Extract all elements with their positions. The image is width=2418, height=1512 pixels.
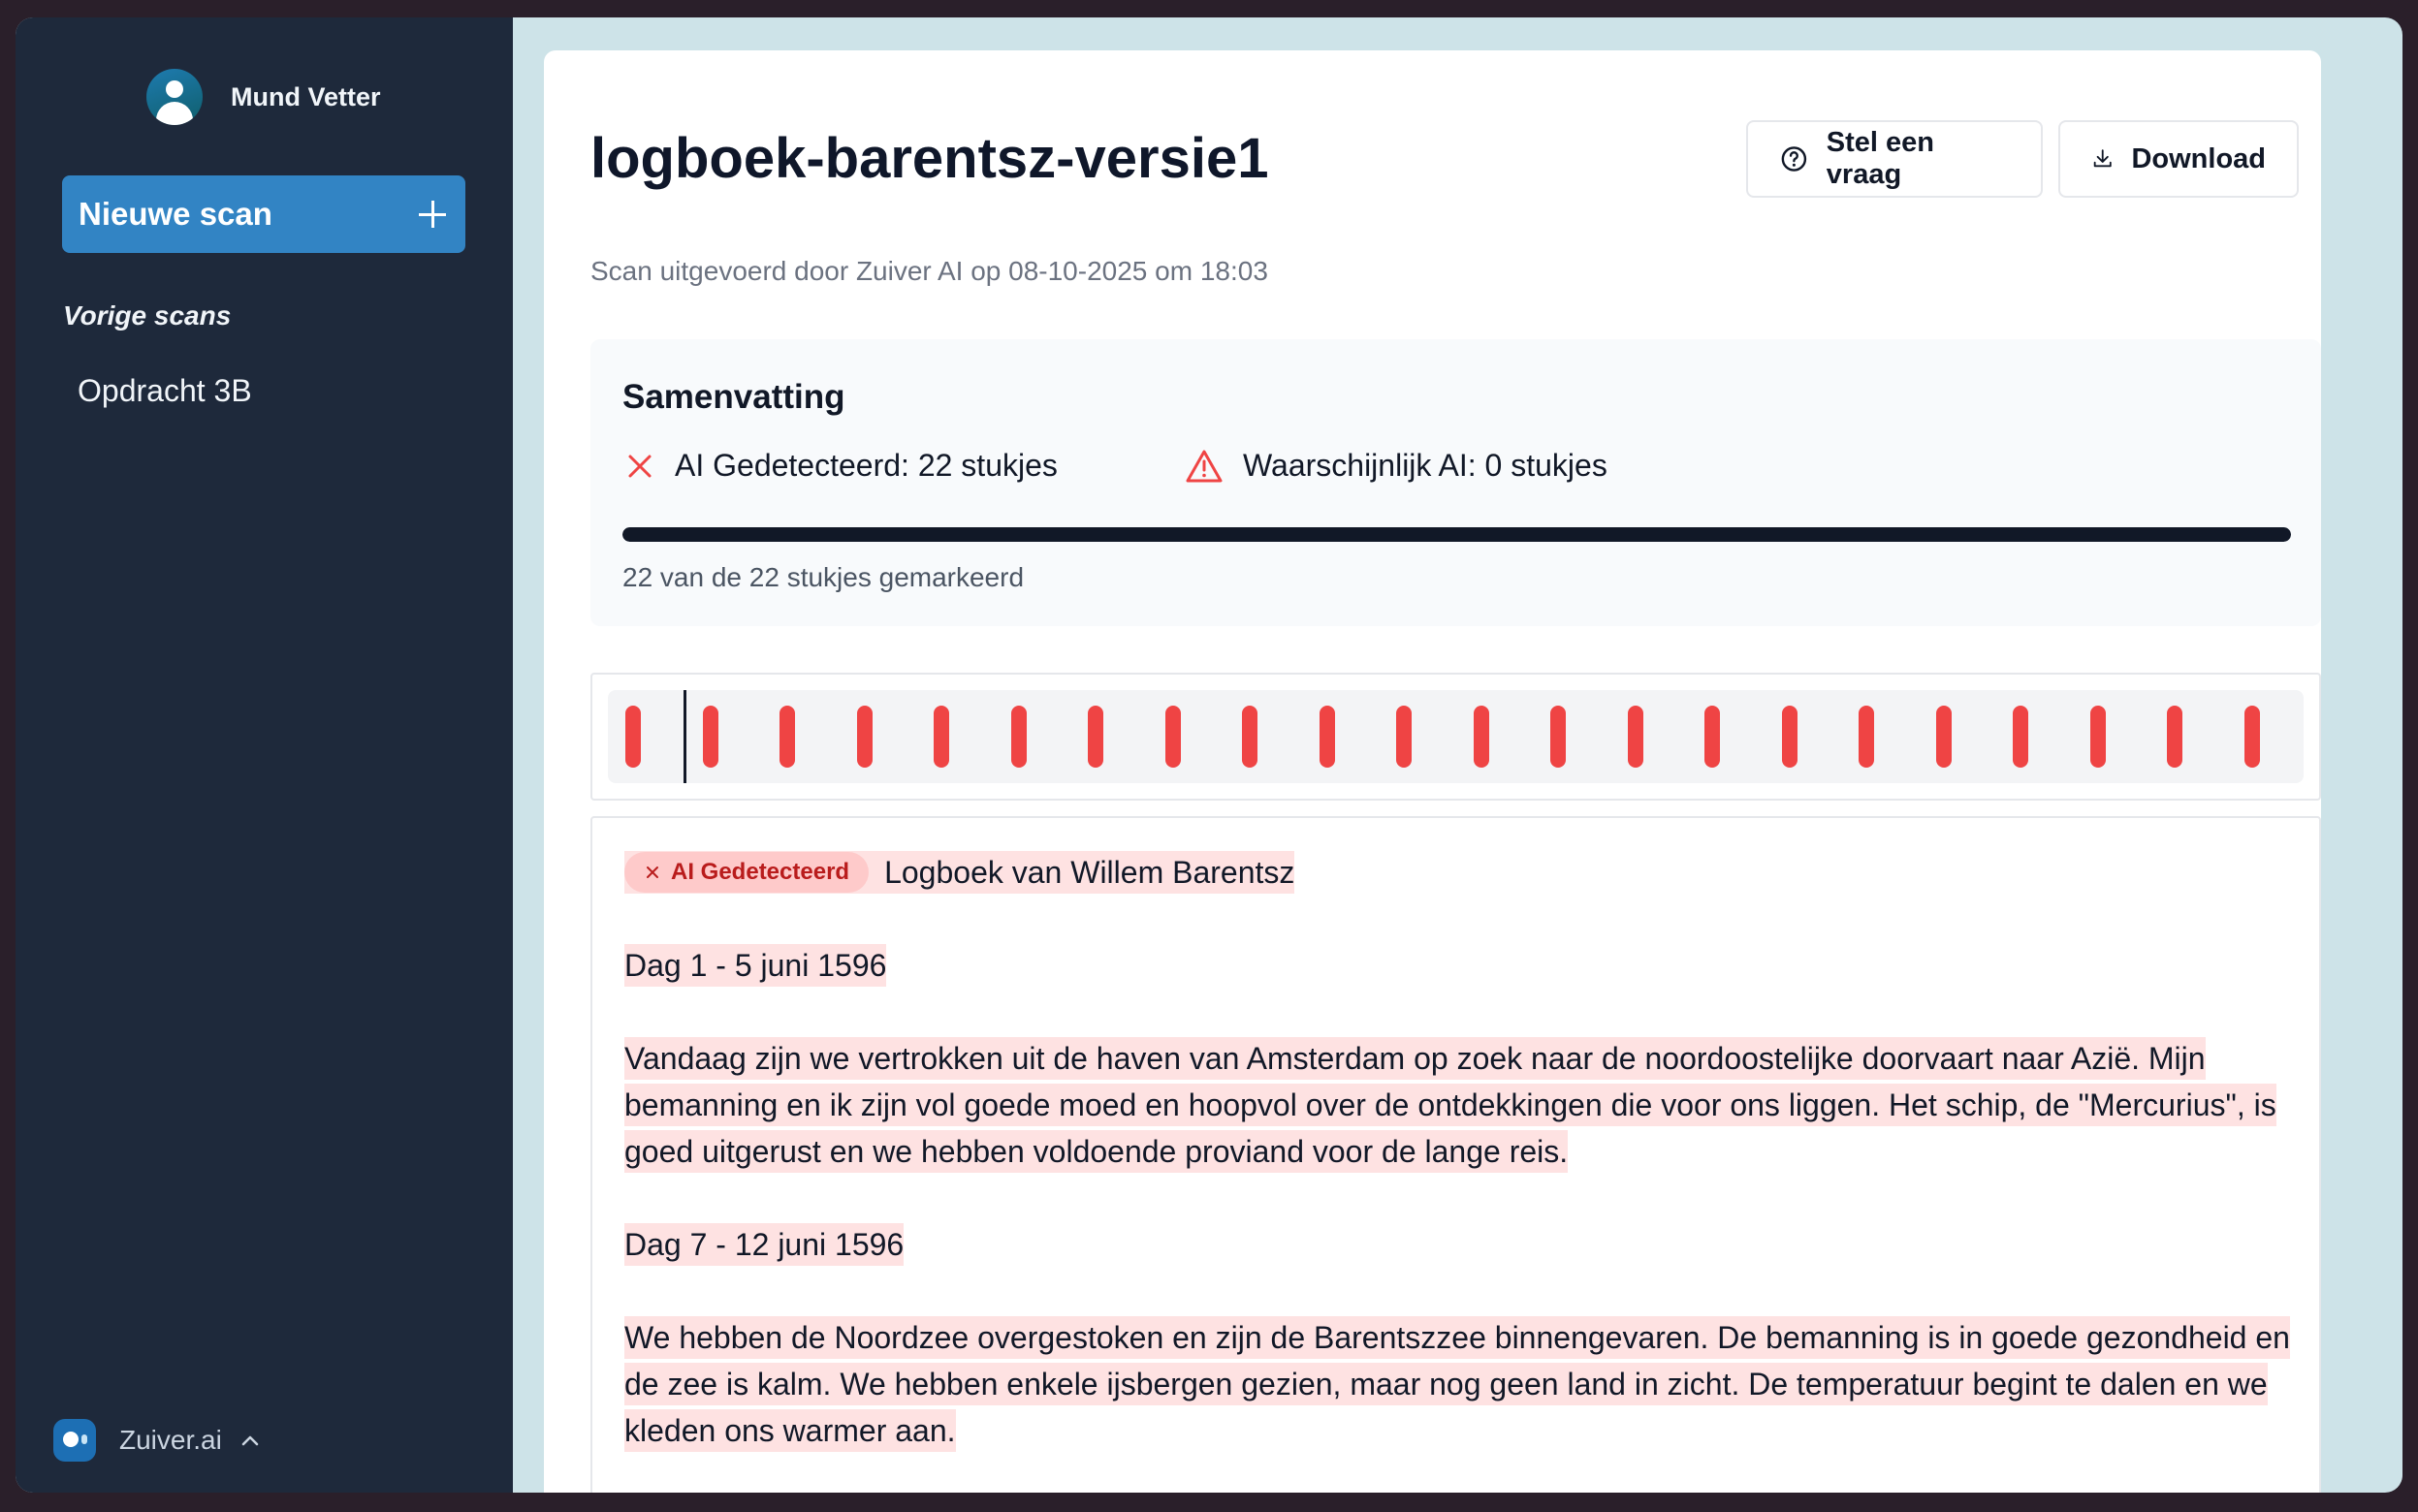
timeline-cursor (684, 690, 686, 783)
likely-ai-stat (1185, 448, 1607, 484)
document-body (624, 849, 2292, 1493)
warning-icon (1185, 449, 1224, 484)
brand-menu[interactable] (53, 1419, 259, 1462)
progress-bar (622, 527, 2291, 542)
timeline-segment[interactable] (1628, 706, 1643, 768)
segment-timeline (590, 673, 2321, 801)
summary-heading: Samenvatting (622, 378, 845, 416)
timeline-segment[interactable] (1550, 706, 1566, 768)
day-heading[interactable]: Dag 7 - 12 juni 1596 (624, 1223, 904, 1266)
badge-label: AI Gedetecteerd (671, 858, 850, 885)
progress-fill (622, 527, 2291, 542)
progress-text: 22 van de 22 stukjes gemarkeerd (622, 562, 1025, 592)
user-name: Mund Vetter (231, 81, 381, 111)
timeline-segment[interactable] (1936, 706, 1952, 768)
timeline-segment[interactable] (1242, 706, 1257, 768)
timeline-segment[interactable] (1011, 706, 1027, 768)
new-scan-button[interactable] (62, 175, 465, 253)
likely-ai-text: Waarschijnlijk AI: 0 stukjes (1243, 448, 1607, 483)
document-view (590, 816, 2321, 1493)
paragraph (624, 942, 2292, 989)
brand-logo-icon (53, 1419, 96, 1462)
timeline-segment[interactable] (1088, 706, 1103, 768)
timeline-segment[interactable] (1782, 706, 1798, 768)
x-icon (624, 451, 655, 482)
document-title-line (624, 849, 2292, 896)
timeline-track[interactable] (608, 690, 2304, 783)
ai-detected-stat (624, 448, 1058, 484)
highlighted-paragraph[interactable]: Vandaag zijn we vertrokken uit de haven van Amsterdam op zoek naar de noordoostelijke doorvaart naar Azië. Mijn bemanning en ik zijn vol goede moed en hoopvol over de ontdekkingen die voor ons liggen. Het schip, de "Mercurius", is goed uitgerust en we hebben voldoende proviand voor de lange reis. (624, 1037, 2276, 1173)
download-label: Download (2131, 142, 2266, 174)
paragraph (624, 1221, 2292, 1268)
avatar (146, 69, 203, 125)
plus-icon (417, 199, 448, 230)
user-profile[interactable] (146, 69, 381, 125)
timeline-segment[interactable] (1165, 706, 1181, 768)
ai-detected-badge[interactable] (624, 852, 869, 893)
timeline-segment[interactable] (703, 706, 718, 768)
download-icon (2091, 143, 2114, 174)
main-panel (544, 50, 2321, 1493)
app-window (16, 17, 2402, 1493)
previous-scans-heading: Vorige scans (63, 300, 232, 331)
page-title: logboek-barentsz-versie1 (590, 127, 1269, 190)
highlighted-paragraph[interactable]: We hebben de Noordzee overgestoken en zijn de Barentszzee binnengevaren. De bemanning is in goede gezondheid en de zee is kalm. We hebben enkele ijsbergen gezien, maar nog geen land in zicht. De temperatuur begint te dalen en we kleden ons warmer aan. (624, 1316, 2290, 1452)
timeline-segment[interactable] (1320, 706, 1335, 768)
ask-question-label: Stel een vraag (1826, 127, 1934, 190)
brand-name: Zuiver.ai (119, 1425, 222, 1455)
timeline-segment[interactable] (1474, 706, 1489, 768)
timeline-segment[interactable] (2090, 706, 2106, 768)
x-icon (646, 866, 659, 879)
timeline-segment[interactable] (1704, 706, 1720, 768)
paragraph (624, 1035, 2292, 1175)
timeline-segment[interactable] (2013, 706, 2028, 768)
timeline-segment[interactable] (779, 706, 795, 768)
ai-detected-text: AI Gedetecteerd: 22 stukjes (675, 448, 1058, 483)
timeline-segment[interactable] (2244, 706, 2260, 768)
day-heading[interactable]: Dag 1 - 5 juni 1596 (624, 944, 886, 987)
timeline-segment[interactable] (2167, 706, 2182, 768)
previous-scan-item[interactable]: Opdracht 3B (78, 373, 252, 408)
paragraph (624, 1314, 2292, 1454)
timeline-segment[interactable] (1859, 706, 1874, 768)
summary-card (590, 339, 2321, 626)
timeline-segment[interactable] (934, 706, 949, 768)
ask-question-button[interactable] (1746, 120, 2043, 198)
chevron-up-icon (241, 1434, 259, 1446)
document-title-text: Logboek van Willem Barentsz (884, 855, 1295, 890)
help-circle-icon (1779, 143, 1809, 174)
timeline-segment[interactable] (857, 706, 873, 768)
timeline-segment[interactable] (625, 706, 641, 768)
new-scan-label: Nieuwe scan (79, 196, 272, 232)
scan-meta: Scan uitgevoerd door Zuiver AI op 08-10-2025 om 18:03 (590, 256, 1268, 286)
sidebar (16, 17, 513, 1493)
download-button[interactable] (2058, 120, 2299, 198)
timeline-segment[interactable] (1396, 706, 1412, 768)
